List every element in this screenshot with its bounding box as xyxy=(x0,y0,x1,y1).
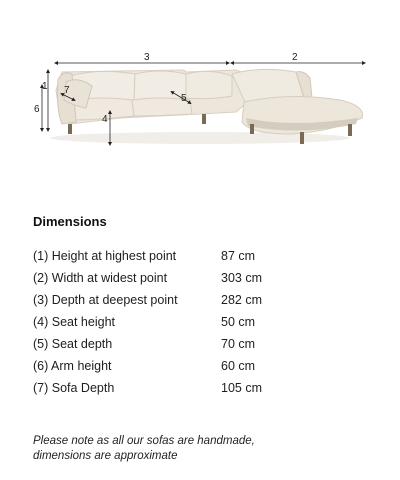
callout-5: 5 xyxy=(181,93,187,104)
handmade-note xyxy=(33,434,373,464)
dimensions-table xyxy=(33,245,333,399)
dimension-row-seat-depth xyxy=(33,333,333,355)
sofa-leg xyxy=(202,114,206,124)
dimensions-heading: Dimensions xyxy=(33,214,107,229)
dimension-label: (3) Depth at deepest point xyxy=(33,293,178,307)
callout-7: 7 xyxy=(64,85,70,96)
note-line: dimensions are approximate xyxy=(33,450,178,462)
sofa-leg xyxy=(300,132,304,144)
dimension-label: (1) Height at highest point xyxy=(33,249,177,263)
dimension-row-width xyxy=(33,267,333,289)
floor-shadow xyxy=(50,132,350,144)
dimension-row-seat-height xyxy=(33,311,333,333)
callout-2: 2 xyxy=(292,52,298,63)
dimension-value: 50 cm xyxy=(221,315,256,329)
sofa-leg xyxy=(250,124,254,134)
sofa-chaise-section xyxy=(232,69,363,144)
dimension-value: 303 cm xyxy=(221,271,262,285)
dimension-value: 60 cm xyxy=(221,359,256,373)
dimension-label: (4) Seat height xyxy=(33,315,115,329)
callout-4: 4 xyxy=(102,114,108,125)
dimension-value: 105 cm xyxy=(221,381,262,395)
sofa-leg xyxy=(348,124,352,136)
sofa-corner-section xyxy=(56,70,250,134)
callout-6: 6 xyxy=(34,104,40,115)
callout-1: 1 xyxy=(42,81,48,92)
dimension-row-height xyxy=(33,245,333,267)
dimension-label: (5) Seat depth xyxy=(33,337,113,351)
sofa-drawing xyxy=(0,0,400,200)
dimension-row-arm-height xyxy=(33,355,333,377)
dimension-label: (7) Sofa Depth xyxy=(33,381,115,395)
sofa-leg xyxy=(68,124,72,134)
dimension-label: (6) Arm height xyxy=(33,359,112,373)
dimension-value: 87 cm xyxy=(221,249,256,263)
dimension-value: 282 cm xyxy=(221,293,262,307)
dimension-value: 70 cm xyxy=(221,337,256,351)
note-line: Please note as all our sofas are handmade, xyxy=(33,435,255,447)
dimension-label: (2) Width at widest point xyxy=(33,271,168,285)
callout-3: 3 xyxy=(144,52,150,63)
dimension-row-depth xyxy=(33,289,333,311)
sofa-dimension-diagram xyxy=(0,0,400,200)
dimension-row-sofa-depth xyxy=(33,377,333,399)
